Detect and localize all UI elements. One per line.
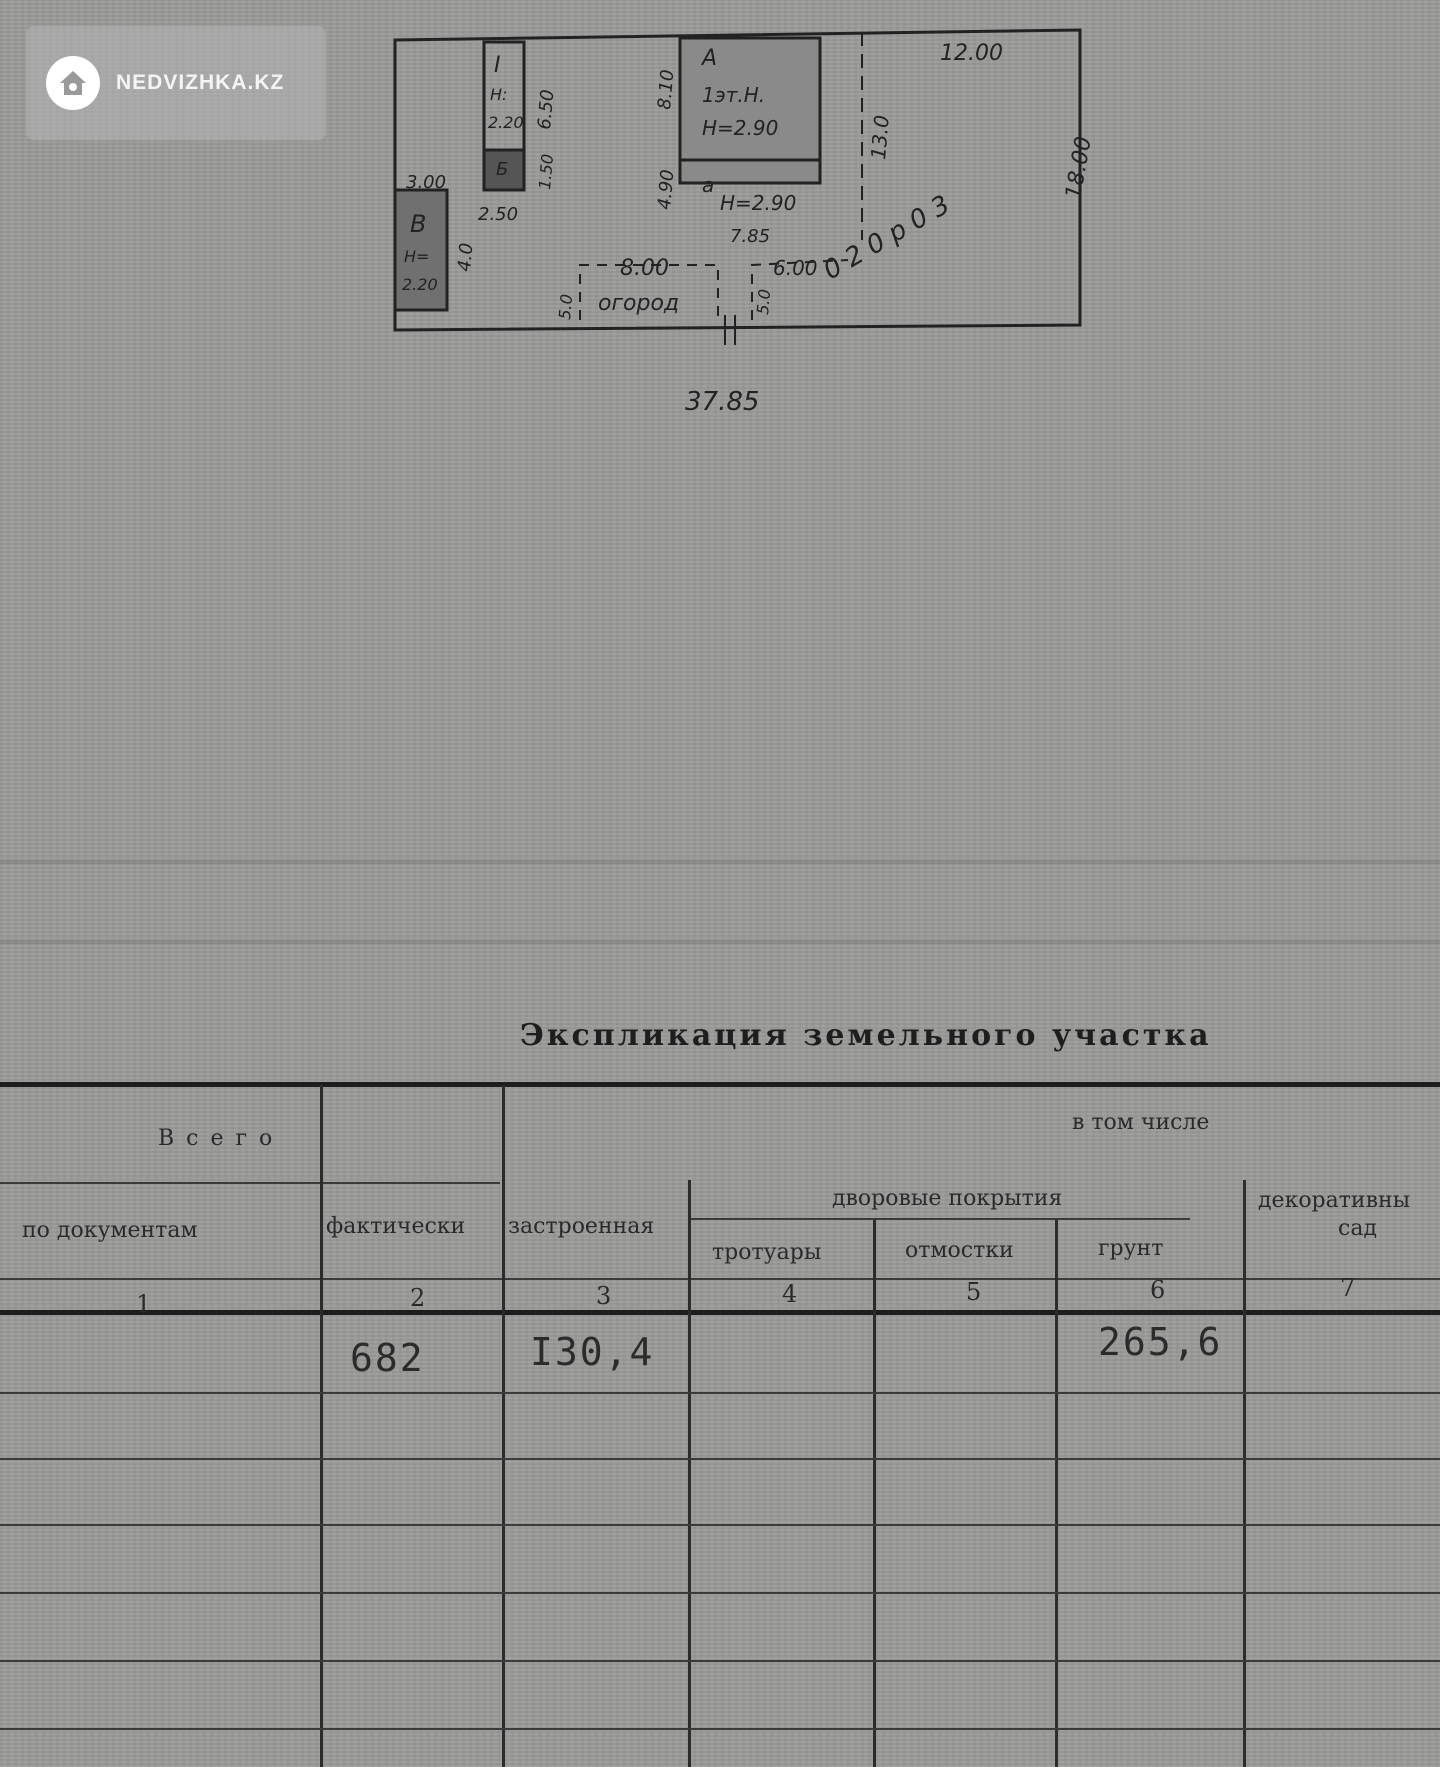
col-num-7: 7	[1340, 1274, 1356, 1302]
room-b-letter: Б	[496, 159, 509, 180]
header-subrule	[690, 1218, 1190, 1220]
cell-actual: 682	[350, 1336, 425, 1380]
table-header-rule	[0, 1310, 1440, 1315]
col-num-4: 4	[782, 1280, 798, 1308]
table-row-line	[0, 1592, 1440, 1594]
room-a-label: 1эт.Н.	[702, 83, 766, 107]
col-num-3: 3	[596, 1282, 612, 1310]
site-plan	[380, 10, 1100, 430]
header-subrule	[0, 1182, 500, 1184]
column-divider	[320, 1085, 323, 1767]
home-icon	[46, 56, 100, 110]
dim-2-50: 2.50	[478, 204, 519, 225]
column-divider	[502, 1085, 505, 1767]
watermark-text: NEDVIZHKA.KZ	[116, 71, 285, 94]
room-a-letter: А	[702, 46, 718, 71]
room-v-h: Н=	[404, 247, 430, 266]
room-v-height: 2.20	[402, 275, 438, 294]
col-num-5: 5	[966, 1278, 982, 1306]
dim-5-0-a: 5.0	[555, 293, 577, 321]
col-num-1: 1	[136, 1290, 152, 1318]
col-num-2: 2	[410, 1284, 426, 1312]
col-label-2: фактически	[326, 1214, 466, 1239]
dim-7-85: 7.85	[730, 226, 771, 247]
dim-right: 18.00	[1061, 134, 1097, 202]
table-row-line	[0, 1524, 1440, 1526]
dim-8-10: 8.10	[654, 68, 679, 111]
column-divider	[688, 1180, 691, 1767]
header-including: в том числе	[1072, 1110, 1210, 1135]
table-top-rule	[0, 1082, 1440, 1087]
faded-divider	[0, 940, 1440, 944]
col-label-5: отмостки	[905, 1238, 1014, 1263]
table-row-line	[0, 1392, 1440, 1394]
room-a-height: Н=2.90	[702, 116, 779, 140]
room-v-letter: В	[410, 210, 427, 238]
column-divider	[1243, 1180, 1246, 1767]
faded-divider	[0, 860, 1440, 864]
col-label-4: тротуары	[712, 1240, 822, 1265]
room-i-letter: I	[494, 53, 501, 78]
header-total: Всего	[158, 1126, 285, 1151]
header-yard-coverings: дворовые покрытия	[832, 1186, 1063, 1211]
cell-built: I30,4	[530, 1330, 655, 1374]
garden-label: огород	[598, 291, 680, 316]
dim-bottom: 37.85	[685, 387, 760, 417]
watermark	[26, 26, 326, 140]
col-num-6: 6	[1150, 1276, 1166, 1304]
dim-4-0: 4.0	[454, 242, 478, 273]
column-divider	[1055, 1220, 1058, 1767]
column-divider	[873, 1220, 876, 1767]
dim-top: 12.00	[940, 41, 1003, 66]
dim-13-0: 13.0	[866, 113, 894, 161]
room-i-h: Н:	[490, 85, 508, 104]
room-a-small-height: Н=2.90	[720, 191, 797, 215]
header-number-rule	[0, 1278, 1440, 1280]
col-label-7: декоративны	[1258, 1188, 1411, 1213]
address-annotation: 0 2 0 p 0 3	[818, 189, 956, 287]
dim-4-90: 4.90	[654, 168, 679, 211]
table-row-line	[0, 1458, 1440, 1460]
col-label-6: грунт	[1098, 1236, 1164, 1261]
table-row-line	[0, 1728, 1440, 1730]
room-a-small-letter: а	[702, 173, 715, 197]
table-row-line	[0, 1660, 1440, 1662]
dim-6-00: 6.00	[773, 256, 818, 280]
dim-1-50: 1.50	[535, 153, 558, 191]
room-i-height: 2.20	[488, 113, 524, 132]
dim-3-00: 3.00	[406, 172, 447, 193]
table-title: Экспликация земельного участка	[520, 1018, 1212, 1053]
col-label-1: по документам	[22, 1218, 198, 1243]
garden-width: 8.00	[620, 256, 669, 281]
dim-5-0-b: 5.0	[753, 288, 775, 316]
dim-6-50: 6.50	[534, 88, 559, 131]
col-label-3: застроенная	[508, 1214, 655, 1239]
cell-ground: 265,6	[1098, 1320, 1223, 1364]
col-label-7b: сад	[1338, 1216, 1377, 1241]
